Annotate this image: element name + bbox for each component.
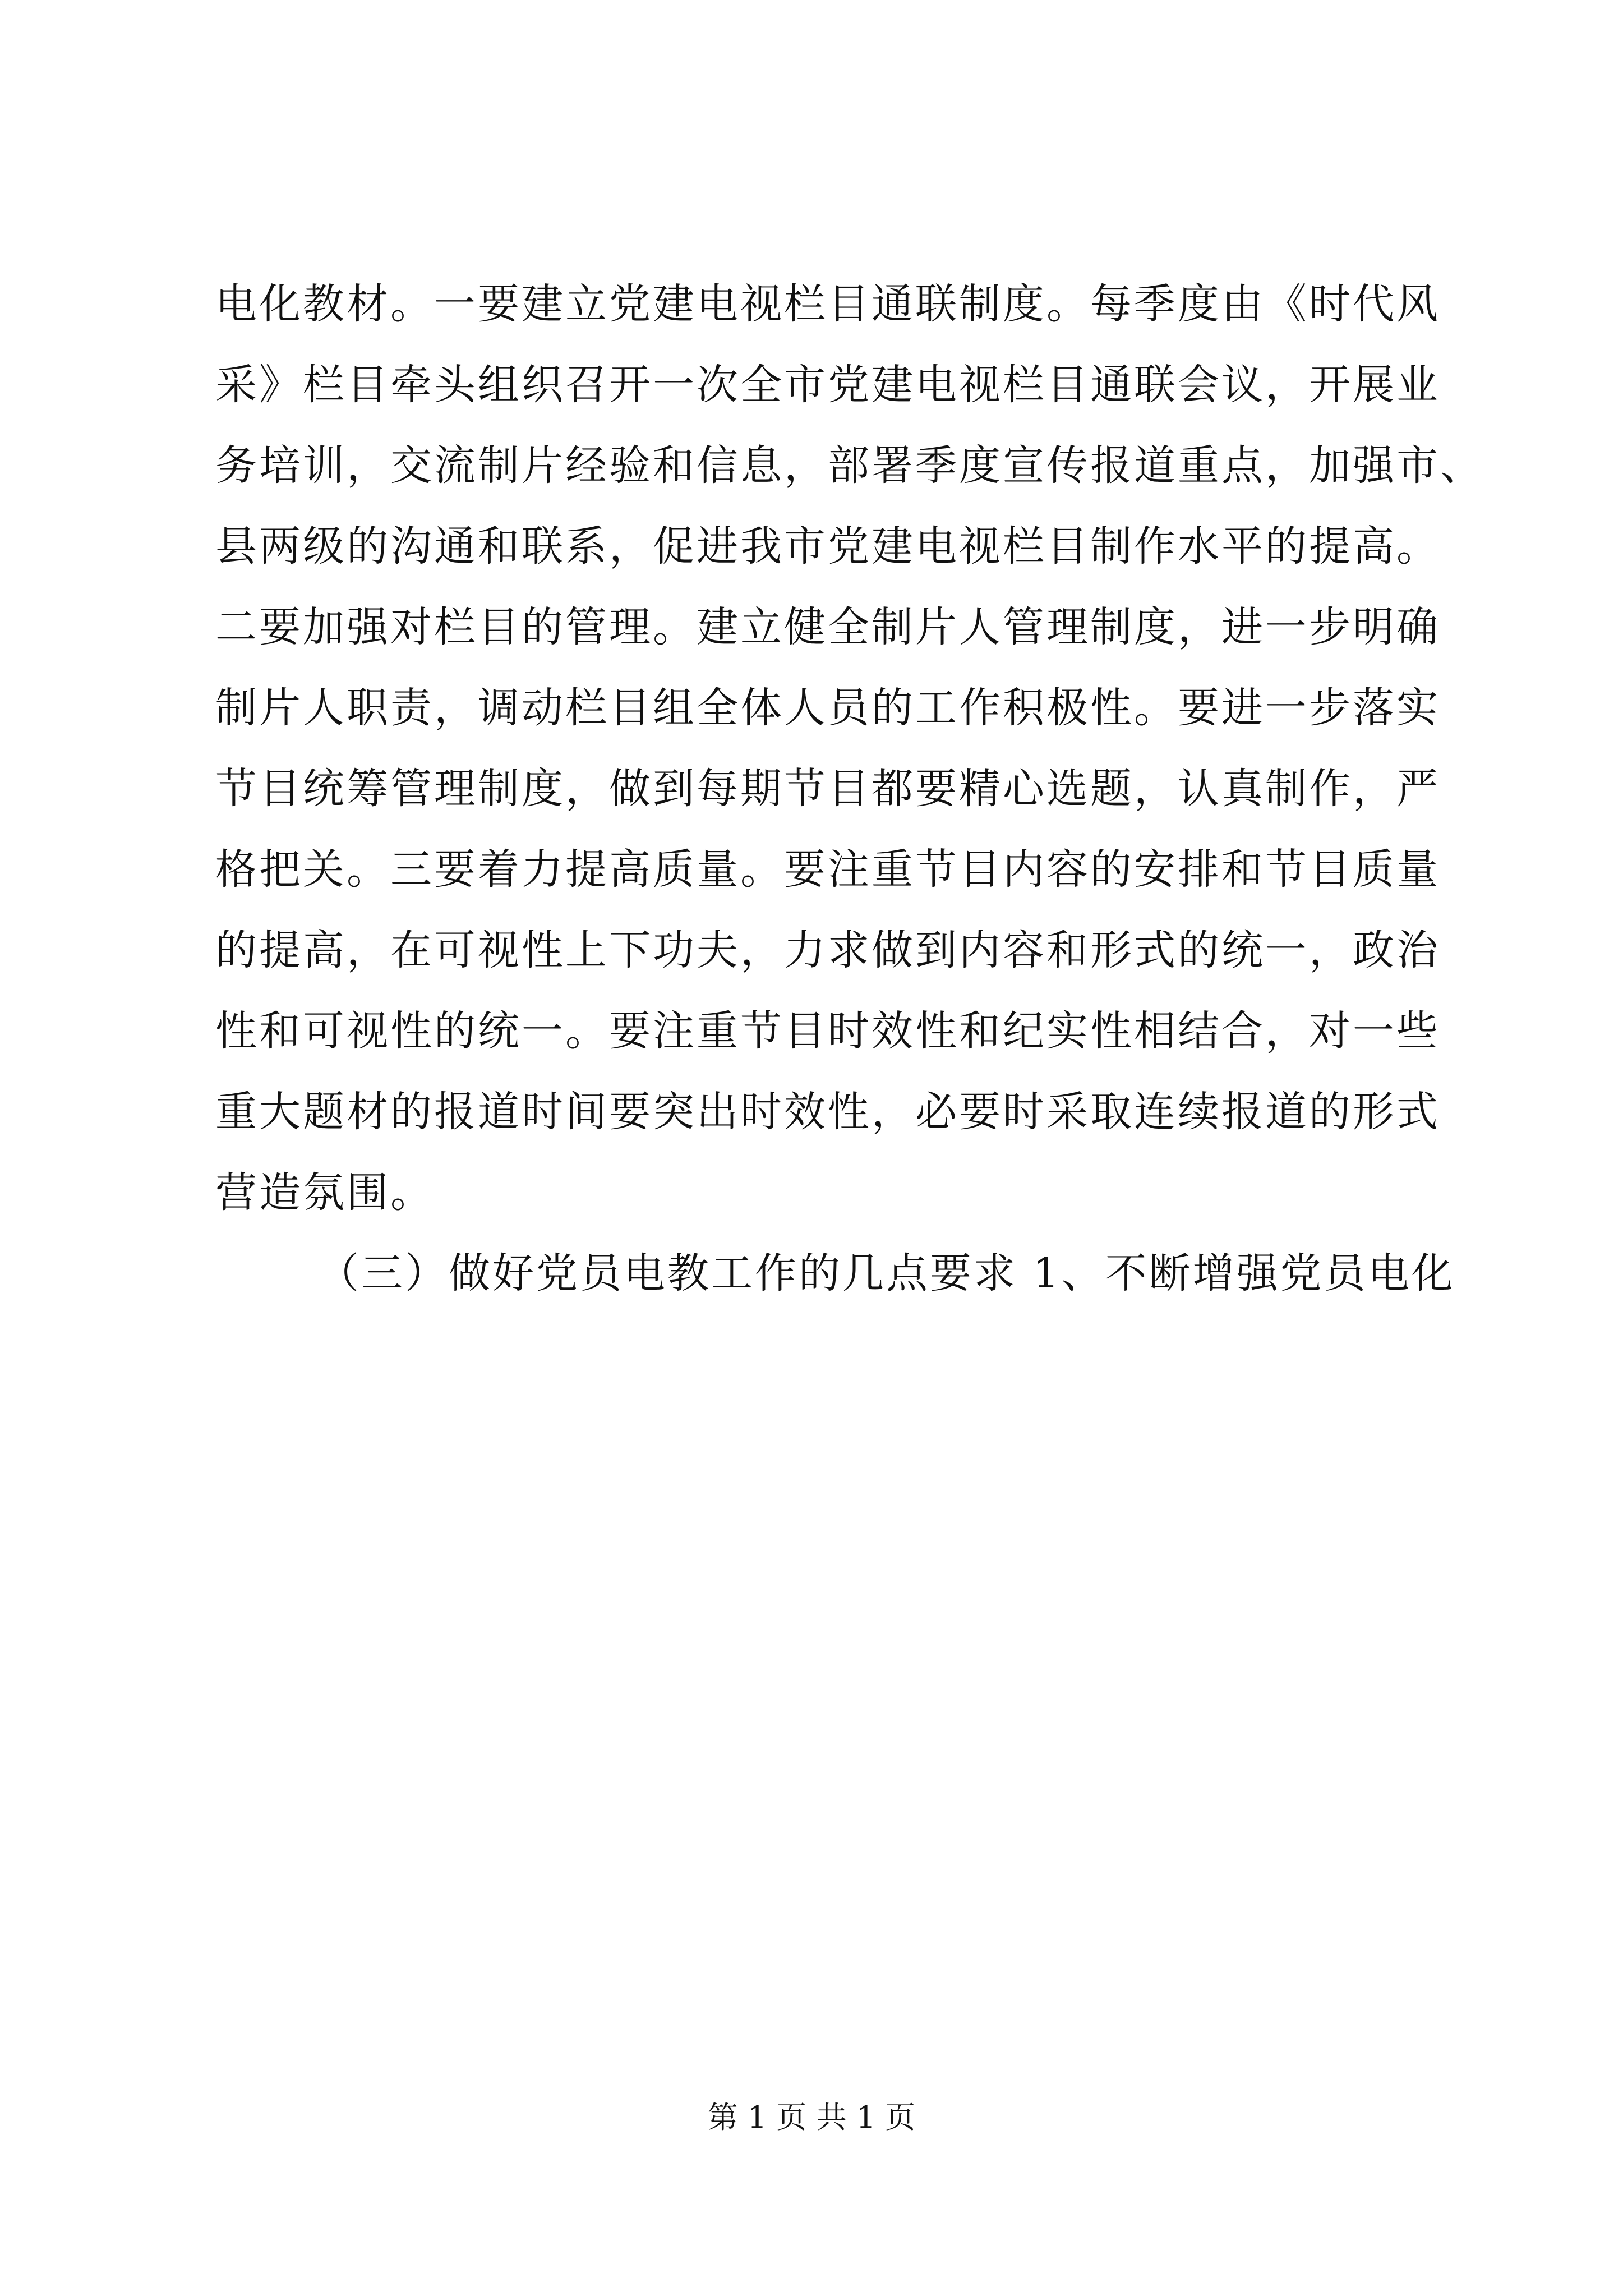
text-line: 县两级的沟通和联系，促进我市党建电视栏目制作水平的提高。 xyxy=(215,522,1440,570)
text-line: 二要加强对栏目的管理。建立健全制片人管理制度，进一步明确 xyxy=(215,603,1440,651)
text-line: 采》栏目牵头组织召开一次全市党建电视栏目通联会议，开展业 xyxy=(215,361,1440,409)
text-line: 重大题材的报道时间要突出时效性，必要时采取连续报道的形式 xyxy=(215,1088,1440,1136)
page-number-footer: 第 1 页 共 1 页 xyxy=(707,2100,916,2135)
text-line: 电化教材。一要建立党建电视栏目通联制度。每季度由《时代风 xyxy=(215,280,1440,328)
text-line: 制片人职责，调动栏目组全体人员的工作积极性。要进一步落实 xyxy=(215,684,1440,732)
text-line: 务培训，交流制片经验和信息，部署季度宣传报道重点，加强市、 xyxy=(215,441,1484,490)
section-heading-line: （三）做好党员电教工作的几点要求 1、不断增强党员电化 xyxy=(317,1249,1455,1297)
body-text xyxy=(215,264,1484,1314)
text-line: 性和可视性的统一。要注重节目时效性和纪实性相结合，对一些 xyxy=(215,1007,1440,1055)
text-line: 格把关。三要着力提高质量。要注重节目内容的安排和节目质量 xyxy=(215,845,1440,894)
text-line: 节目统筹管理制度，做到每期节目都要精心选题，认真制作，严 xyxy=(215,765,1440,813)
text-line: 营造氛围。 xyxy=(215,1168,434,1217)
text-line: 的提高，在可视性上下功夫，力求做到内容和形式的统一，政治 xyxy=(215,926,1440,974)
